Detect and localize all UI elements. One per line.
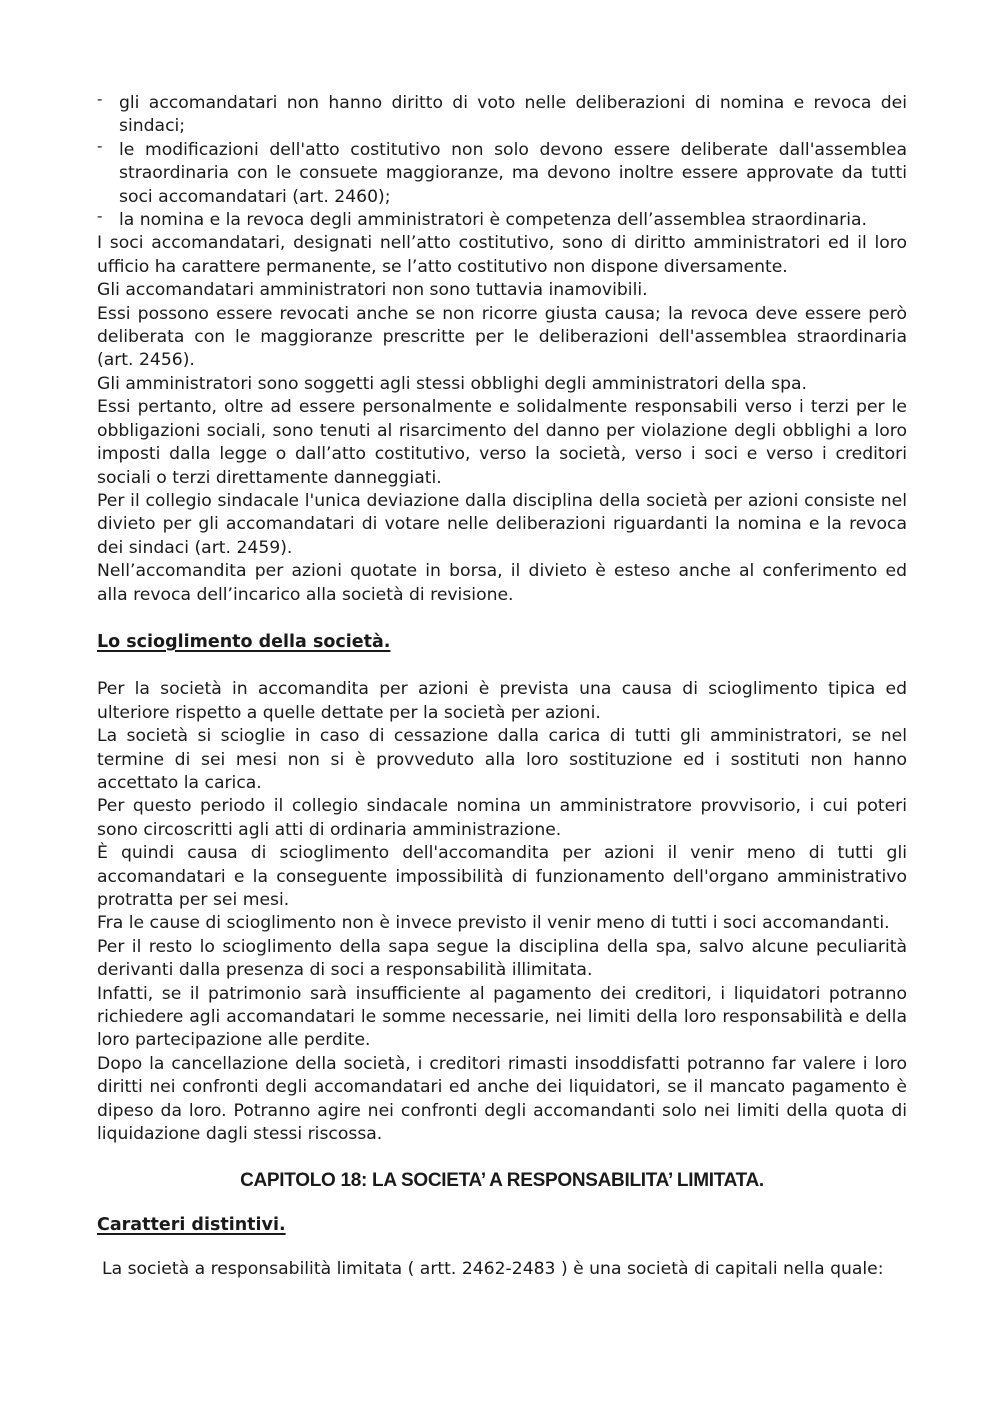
- section-heading: Caratteri distintivi.: [97, 1214, 286, 1235]
- bullet-item: - gli accomandatari non hanno diritto di voto nelle deliberazioni di nomina e revoca dei sindaci;: [97, 90, 907, 137]
- paragraph: La società si scioglie in caso di cessazione dalla carica di tutti gli amministratori, se nel termine di sei mesi non si è provveduto alla loro sostituzione ed i sostituti non hanno accettato la carica.: [97, 726, 907, 793]
- paragraph: Per la società in accomandita per azioni è prevista una causa di scioglimento tipica ed ulteriore rispetto a quelle dettate per la società per azioni.: [97, 679, 907, 723]
- bullet-list: [97, 92, 907, 232]
- dash-icon: -: [97, 90, 103, 108]
- paragraph: Dopo la cancellazione della società, i creditori rimasti insoddisfatti potranno far valere i loro diritti nei confronti degli accomandatari ed anche dei liquidatori, se il mancato pagamento è dipeso da loro. Potranno agire nei confronti degli accomandanti solo nei limiti della quota di liquidazione dagli stessi riscossa.: [97, 1053, 907, 1145]
- paragraph: Gli accomandatari amministratori non sono tuttavia inamovibili.: [97, 280, 648, 301]
- bullet-item: - la nomina e la revoca degli amministratori è competenza dell’assemblea straordinaria.: [97, 207, 867, 231]
- document-page: [97, 92, 907, 1282]
- paragraph: È quindi causa di scioglimento dell'accomandita per azioni il venir meno di tutti gli accomandatari e la conseguente impossibilità di funzionamento dell'organo amministrativo protratta per sei mesi.: [97, 843, 907, 910]
- bullet-item: - le modificazioni dell'atto costitutivo non solo devono essere deliberate dall'assemblea straordinaria con le consuete maggioranze, ma devono inoltre essere approvate da tutti soci accomandatari (art. 2460);: [97, 136, 907, 207]
- paragraph: Essi possono essere revocati anche se non ricorre giusta causa; la revoca deve essere però deliberata con le maggioranze prescritte per le deliberazioni dell'assemblea straordinaria (art. 2456).: [97, 303, 907, 371]
- chapter-title: CAPITOLO 18: LA SOCIETA’ A RESPONSABILITA’ LIMITATA.: [240, 1170, 764, 1192]
- paragraph: Fra le cause di scioglimento non è invece previsto il venir meno di tutti i soci accomandanti.: [97, 913, 890, 934]
- section-heading: Lo scioglimento della società.: [97, 631, 391, 652]
- paragraph: I soci accomandatari, designati nell’atto costitutivo, sono di diritto amministratori ed il loro ufficio ha carattere permanente, se l’atto costitutivo non dispone diversamente.: [97, 233, 907, 277]
- dash-icon: -: [97, 136, 103, 155]
- paragraph: Essi pertanto, oltre ad essere personalmente e solidalmente responsabili verso i terzi per le obbligazioni sociali, sono tenuti al risarcimento del danno per violazione degli obblighi a loro imposti dalla legge o dall’atto costitutivo, verso la società, verso i soci e verso i creditori sociali o terzi direttamente danneggiati.: [97, 397, 907, 488]
- paragraph: Nell’accomandita per azioni quotate in borsa, il divieto è esteso anche al conferimento ed alla revoca dell’incarico alla società di revisione.: [97, 561, 907, 605]
- paragraph: La società a responsabilità limitata ( artt. 2462-2483 ) è una società di capitali nella quale:: [102, 1259, 884, 1280]
- paragraph: Per il resto lo scioglimento della sapa segue la disciplina della spa, salvo alcune peculiarità derivanti dalla presenza di soci a responsabilità illimitata.: [97, 936, 907, 981]
- paragraph: Gli amministratori sono soggetti agli stessi obblighi degli amministratori della spa.: [97, 373, 807, 394]
- dash-icon: -: [97, 207, 103, 226]
- paragraph: Per questo periodo il collegio sindacale nomina un amministratore provvisorio, i cui poteri sono circoscritti agli atti di ordinaria amministrazione.: [97, 796, 907, 840]
- paragraph: Infatti, se il patrimonio sarà insufficiente al pagamento dei creditori, i liquidatori potranno richiedere agli accomandatari le somme necessarie, nei limiti della loro responsabilità e della loro partecipazione alle perdite.: [97, 983, 907, 1051]
- paragraph: Per il collegio sindacale l'unica deviazione dalla disciplina della società per azioni consiste nel divieto per gli accomandatari di votare nelle deliberazioni riguardanti la nomina e la revoca dei sindaci (art. 2459).: [97, 490, 907, 558]
